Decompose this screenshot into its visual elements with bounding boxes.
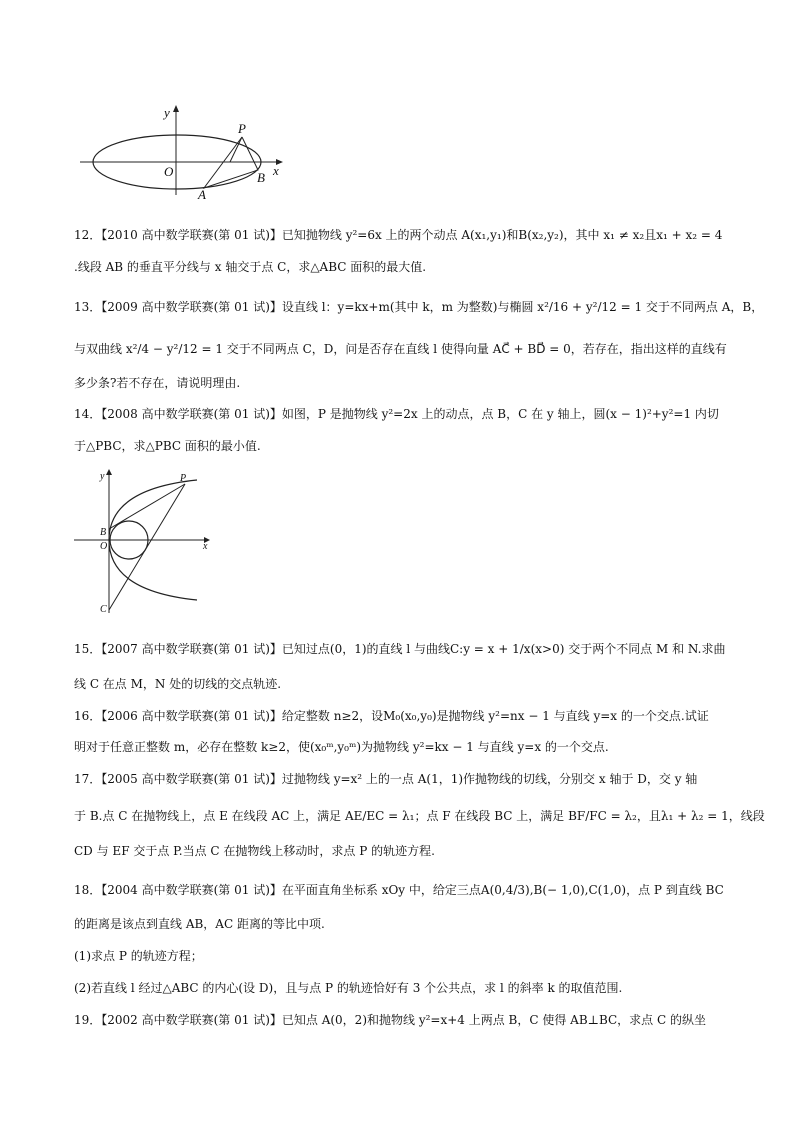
label-A: A <box>198 187 206 200</box>
label-B: B <box>257 170 265 185</box>
label-B: B <box>100 527 107 538</box>
problem-12-line-1: 12．【2010 高中数学联赛(第 01 试)】已知抛物线 y²=6x 上的两个动点 A(x₁,y₁)和B(x₂,y₂)，其中 x₁ ≠ x₂且x₁ + x₂ = 4 <box>74 228 723 242</box>
problem-18-line-3: (1)求点 P 的轨迹方程； <box>74 949 203 963</box>
problem-17-line-3: CD 与 EF 交于点 P.当点 C 在抛物线上移动时，求点 P 的轨迹方程. <box>74 844 435 858</box>
problem-13-line-3: 多少条?若不存在，请说明理由. <box>74 376 241 390</box>
label-x: x <box>273 163 279 178</box>
problem-14-line-2: 于△PBC，求△PBC 面积的最小值. <box>74 439 261 453</box>
segment-P-chord <box>230 137 242 162</box>
problem-15-line-1: 15．【2007 高中数学联赛(第 01 试)】已知过点(0，1)的直线 l 与曲线C:y = x + 1/x(x>0) 交于两个不同点 M 和 N.求曲 <box>74 642 726 656</box>
label-y: y <box>164 105 170 120</box>
problem-18-line-1: 18．【2004 高中数学联赛(第 01 试)】在平面直角坐标系 xOy 中，给定三点A(0,4/3),B(− 1,0),C(1,0)，点 P 到直线 BC <box>74 883 724 897</box>
label-y: y <box>100 471 105 482</box>
problem-13-line-1: 13．【2009 高中数学联赛(第 01 试)】设直线 l：y=kx+m(其中 k，m 为整数)与椭圆 x²/16 + y²/12 = 1 交于不同两点 A，B， <box>74 300 764 314</box>
ellipse-figure <box>80 100 290 200</box>
problem-14-line-1: 14．【2008 高中数学联赛(第 01 试)】如图，P 是抛物线 y²=2x 上的动点，点 B，C 在 y 轴上，圆(x − 1)²+y²=1 内切 <box>74 407 719 421</box>
problem-16-line-2: 明对于任意正整数 m，必存在整数 k≥2，使(x₀ᵐ,y₀ᵐ)为抛物线 y²=kx − 1 与直线 y=x 的一个交点. <box>74 740 609 754</box>
label-P: P <box>180 473 187 484</box>
label-C: C <box>100 604 107 615</box>
problem-12-line-2: .线段 AB 的垂直平分线与 x 轴交于点 C，求△ABC 面积的最大值. <box>74 260 427 274</box>
problem-19-line-1: 19．【2002 高中数学联赛(第 01 试)】已知点 A(0，2)和抛物线 y²=x+4 上两点 B，C 使得 AB⊥BC，求点 C 的纵坐 <box>74 1013 706 1027</box>
problem-18-line-2: 的距离是该点到直线 AB，AC 距离的等比中项. <box>74 917 325 931</box>
problem-16-line-1: 16．【2006 高中数学联赛(第 01 试)】给定整数 n≥2，设M₀(x₀,y₀)是抛物线 y²=nx − 1 与直线 y=x 的一个交点.试证 <box>74 709 709 723</box>
label-O: O <box>100 541 108 552</box>
parabola-figure <box>72 465 217 615</box>
y-axis-arrow <box>173 105 179 112</box>
label-x: x <box>203 541 208 552</box>
label-O: O <box>164 164 174 179</box>
problem-18-line-4: (2)若直线 l 经过△ABC 的内心(设 D)，且与点 P 的轨迹恰好有 3 个公共点，求 l 的斜率 k 的取值范围. <box>74 981 623 995</box>
y-axis-arrow <box>106 469 112 475</box>
problem-15-line-2: 线 C 在点 M，N 处的切线的交点轨迹. <box>74 677 282 691</box>
problem-17-line-2: 于 B.点 C 在抛物线上，点 E 在线段 AC 上，满足 AE/EC = λ₁；点 F 在线段 BC 上，满足 BF/FC = λ₂，且λ₁ + λ₂ = 1，线段 <box>74 809 765 823</box>
problem-13-line-2: 与双曲线 x²/4 − y²/12 = 1 交于不同两点 C，D，问是否存在直线 l 使得向量 AC⃗ + BD⃗ = 0，若存在，指出这样的直线有 <box>74 342 727 356</box>
problem-17-line-1: 17．【2005 高中数学联赛(第 01 试)】过抛物线 y=x² 上的一点 A(1，1)作抛物线的切线，分别交 x 轴于 D，交 y 轴 <box>74 772 698 786</box>
segment-PC <box>109 484 185 610</box>
label-P: P <box>238 121 246 136</box>
